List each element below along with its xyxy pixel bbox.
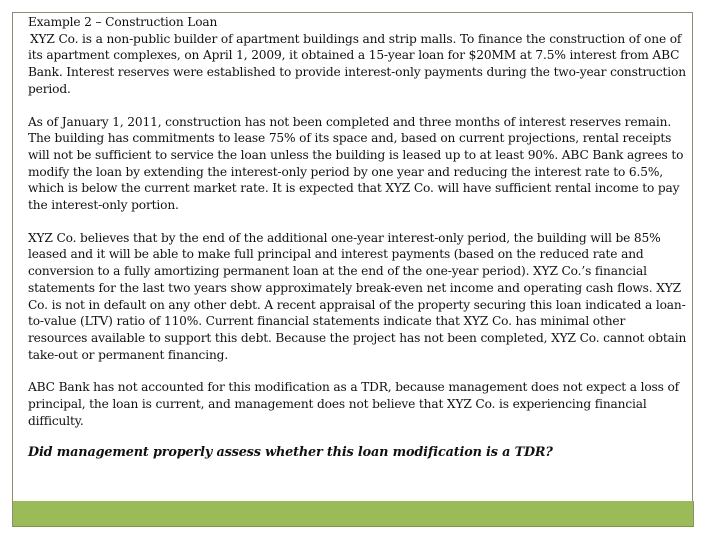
paragraph-modification: As of January 1, 2011, construction has not been completed and three months of interest reserves remain. The building has commitments to lease 75% of its space and, based on current projections, rental receipts will not be sufficient to service the loan unless the building is leased up to at least 90%. ABC Bank agrees to modify the loan by extending the interest-only period by one year and reducing the interest rate to 6.5%, which is below the current market rate. It is expected that XYZ Co. will have sufficient rental income to pay the interest-only portion.	[28, 114, 684, 213]
slide-content	[28, 14, 688, 462]
paragraph-financials: XYZ Co. believes that by the end of the additional one-year interest-only period, the building will be 85% leased and it will be able to make full principal and interest payments (based on the reduced rate and conversion to a fully amortizing permanent loan at the end of the one-year period). XYZ Co.’s financial statements for the last two years show approximately break-even net income and operating cash flows. XYZ Co. is not in default on any other debt. A recent appraisal of the property securing this loan indicated a loan-to-value (LTV) ratio of 110%. Current financial statements indicate that XYZ Co. has minimal other resources available to support this debt. Because the project has not been completed, XYZ Co. cannot obtain take-out or permanent financing.	[28, 230, 687, 362]
spacer	[28, 214, 688, 230]
spacer	[28, 429, 688, 445]
paragraph-background: XYZ Co. is a non-public builder of apartment buildings and strip malls. To finance the construction of one of its apartment complexes, on April 1, 2009, it obtained a 15-year loan for $20MM at 7.5% interest from ABC Bank. Interest reserves were established to provide interest-only payments during the two-year construction period.	[28, 31, 686, 96]
discussion-question: Did management properly assess whether this loan modification is a TDR?	[28, 445, 553, 461]
slide-title: Example 2 – Construction Loan	[28, 15, 218, 29]
footer-accent-band	[12, 501, 694, 527]
paragraph-accounting: ABC Bank has not accounted for this modification as a TDR, because management does not expect a loss of principal, the loan is current, and management does not believe that XYZ Co. is experiencing financial difficulty.	[28, 380, 680, 428]
spacer	[28, 98, 688, 114]
spacer	[28, 363, 688, 379]
